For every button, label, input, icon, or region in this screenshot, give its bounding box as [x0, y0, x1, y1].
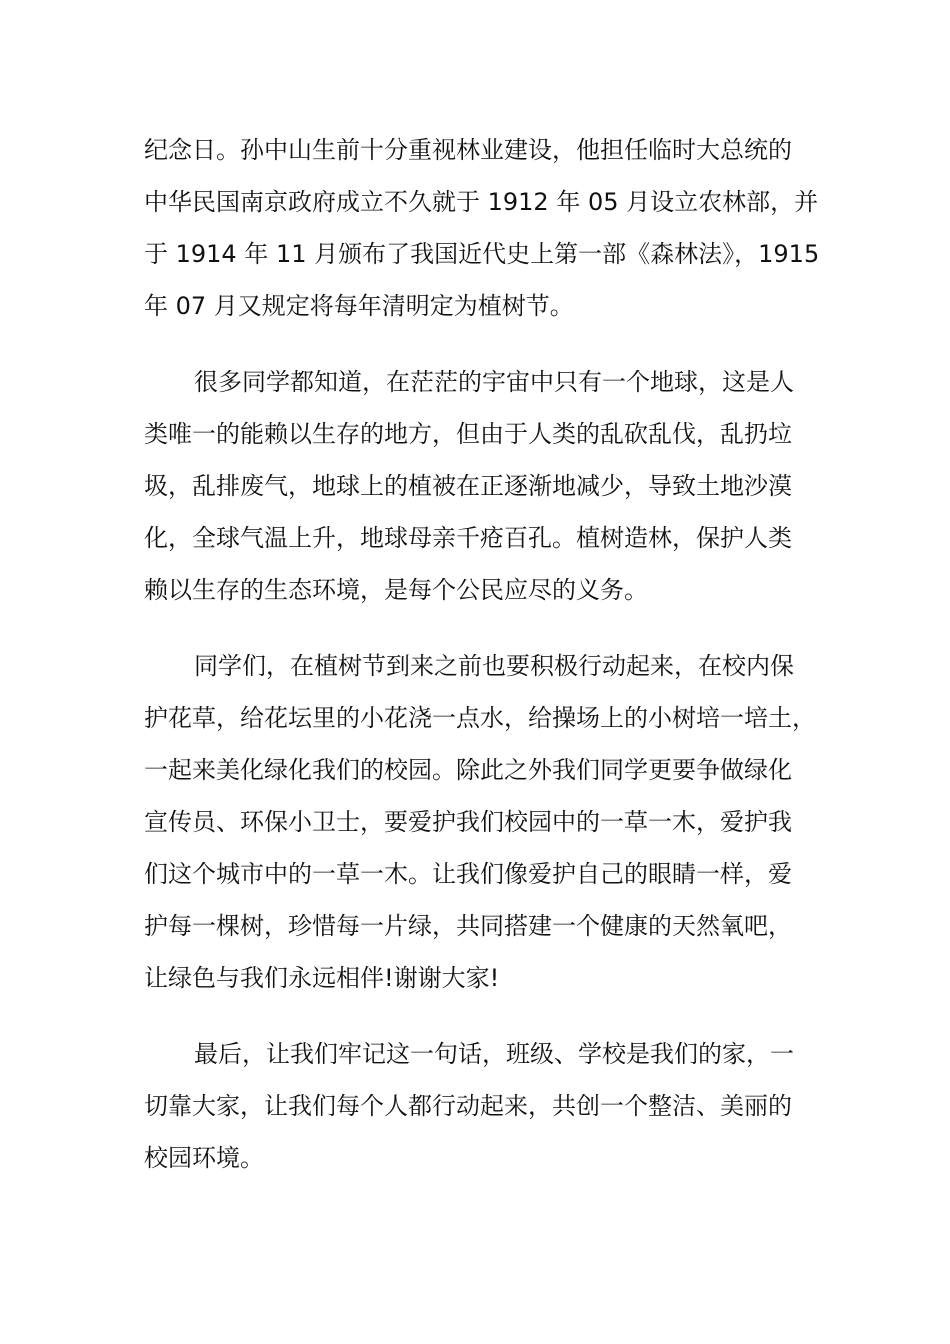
text-line: 同学们，在植树节到来之前也要积极行动起来，在校内保 — [194, 652, 794, 680]
paragraph-3 — [144, 640, 816, 1004]
paragraph-2 — [144, 356, 806, 616]
text-line: 宣传员、环保小卫士，要爱护我们校园中的一草一木，爱护我 — [144, 808, 792, 836]
text-line: 护花草，给花坛里的小花浇一点水，给操场上的小树培一培土， — [144, 704, 816, 732]
text-line: 护每一棵树，珍惜每一片绿，共同搭建一个健康的天然氧吧， — [144, 912, 792, 940]
text-line: 年 07 月又规定将每年清明定为植树节。 — [144, 292, 574, 320]
text-line: 于 1914 年 11 月颁布了我国近代史上第一部《森林法》，1915 — [144, 240, 820, 268]
text-line: 中华民国南京政府成立不久就于 1912 年 05 月设立农林部，并 — [144, 188, 819, 216]
text-line: 圾，乱排废气，地球上的植被在正逐渐地减少，导致土地沙漠 — [144, 472, 792, 500]
document-body — [144, 124, 820, 1208]
text-line: 化，全球气温上升，地球母亲千疮百孔。植树造林，保护人类 — [144, 524, 792, 552]
text-line: 们这个城市中的一草一木。让我们像爱护自己的眼睛一样，爱 — [144, 860, 792, 888]
text-line: 切靠大家，让我们每个人都行动起来，共创一个整洁、美丽的 — [144, 1092, 792, 1120]
text-line: 很多同学都知道，在茫茫的宇宙中只有一个地球，这是人 — [194, 368, 794, 396]
paragraph-4 — [144, 1028, 806, 1184]
text-line: 校园环境。 — [144, 1144, 264, 1172]
text-line: 最后，让我们牢记这一句话，班级、学校是我们的家，一 — [194, 1040, 794, 1068]
text-line: 纪念日。孙中山生前十分重视林业建设，他担任临时大总统的 — [144, 136, 792, 164]
paragraph-1 — [144, 124, 820, 332]
text-line: 赖以生存的生态环境，是每个公民应尽的义务。 — [144, 576, 648, 604]
text-line: 一起来美化绿化我们的校园。除此之外我们同学更要争做绿化 — [144, 756, 792, 784]
text-line: 让绿色与我们永远相伴!谢谢大家! — [144, 964, 500, 992]
text-line: 类唯一的能赖以生存的地方，但由于人类的乱砍乱伐，乱扔垃 — [144, 420, 792, 448]
